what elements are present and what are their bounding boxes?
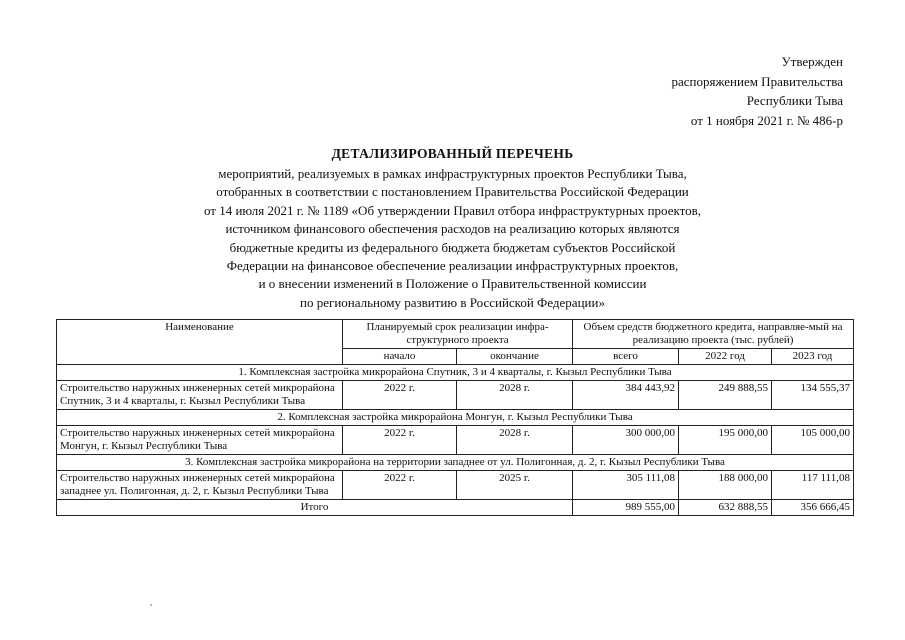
total-sum: 989 555,00 [573, 500, 679, 516]
subtitle-line: и о внесении изменений в Положение о Правительственной комиссии [258, 276, 647, 292]
subtitle-line: по региональному развитию в Российской Федерации» [300, 294, 605, 310]
cell-name: Строительство наружных инженерных сетей микрорайона Монгун, г. Кызыл Республики Тыва [57, 426, 343, 455]
total-row [57, 500, 854, 516]
section-title: 3. Комплексная застройка микрорайона на территории западнее от ул. Полигонная, д. 2, г. Кызыл Республики Тыва [57, 455, 854, 471]
cell-2022: 195 000,00 [679, 426, 772, 455]
total-2022: 632 888,55 [679, 500, 772, 516]
header-volume: Объем средств бюджетного кредита, направляе-мый на реализацию проекта (тыс. рублей) [573, 320, 854, 349]
table-row [57, 426, 854, 455]
cell-2023: 105 000,00 [772, 426, 854, 455]
cell-total: 300 000,00 [573, 426, 679, 455]
cell-2022: 249 888,55 [679, 381, 772, 410]
total-label: Итого [57, 500, 573, 516]
cell-start: 2022 г. [343, 426, 457, 455]
cell-end: 2028 г. [457, 426, 573, 455]
cell-total: 384 443,92 [573, 381, 679, 410]
header-total: всего [573, 349, 679, 365]
section-title: 2. Комплексная застройка микрорайона Монгун, г. Кызыл Республики Тыва [57, 410, 854, 426]
header-2022: 2022 год [679, 349, 772, 365]
approval-line: Республики Тыва [746, 93, 843, 108]
approval-line: от 1 ноября 2021 г. № 486-р [690, 112, 843, 128]
cell-end: 2025 г. [457, 471, 573, 500]
section-row [57, 410, 854, 426]
document-title: ДЕТАЛИЗИРОВАННЫЙ ПЕРЕЧЕНЬ [331, 146, 574, 161]
section-title: 1. Комплексная застройка микрорайона Спутник, 3 и 4 кварталы, г. Кызыл Республики Тыва [57, 365, 854, 381]
approval-line: распоряжением Правительства [671, 73, 843, 89]
cell-2023: 117 111,08 [772, 471, 854, 500]
subtitle-line: от 14 июля 2021 г. № 1189 «Об утверждении Правил отбора инфраструктурных проектов, [203, 202, 702, 218]
section-row [57, 365, 854, 381]
subtitle-line: источником финансового обеспечения расходов на реализацию которых являются [225, 221, 680, 237]
header-period: Планируемый срок реализации инфра-структурного проекта [343, 320, 573, 349]
table-row [57, 381, 854, 410]
document-subtitle [120, 165, 785, 312]
approval-stamp [583, 52, 843, 130]
cell-total: 305 111,08 [573, 471, 679, 500]
approval-line: Утвержден [781, 54, 843, 69]
subtitle-line: мероприятий, реализуемых в рамках инфраструктурных проектов Республики Тыва, [218, 166, 687, 181]
header-name: Наименование [57, 320, 343, 365]
cell-2023: 134 555,37 [772, 381, 854, 410]
cell-name: Строительство наружных инженерных сетей микрорайона западнее ул. Полигонная, д. 2, г. Кызыл Республики Тыва [57, 471, 343, 500]
cell-start: 2022 г. [343, 381, 457, 410]
total-2023: 356 666,45 [772, 500, 854, 516]
header-2023: 2023 год [772, 349, 854, 365]
projects-table [56, 319, 854, 516]
subtitle-line: отобранных в соответствии с постановлением Правительства Российской Федерации [216, 184, 689, 200]
cell-name: Строительство наружных инженерных сетей микрорайона Спутник, 3 и 4 кварталы, г. Кызыл Республики Тыва [57, 381, 343, 410]
header-start: начало [343, 349, 457, 365]
cell-start: 2022 г. [343, 471, 457, 500]
subtitle-line: Федерации на финансовое обеспечение реализации инфраструктурных проектов, [226, 258, 679, 274]
cell-2022: 188 000,00 [679, 471, 772, 500]
table-row [57, 471, 854, 500]
section-row [57, 455, 854, 471]
table-header-row [57, 320, 854, 349]
scan-speck [150, 604, 152, 606]
subtitle-line: бюджетные кредиты из федерального бюджета бюджетам субъектов Российской [229, 239, 676, 255]
cell-end: 2028 г. [457, 381, 573, 410]
header-end: окончание [457, 349, 573, 365]
